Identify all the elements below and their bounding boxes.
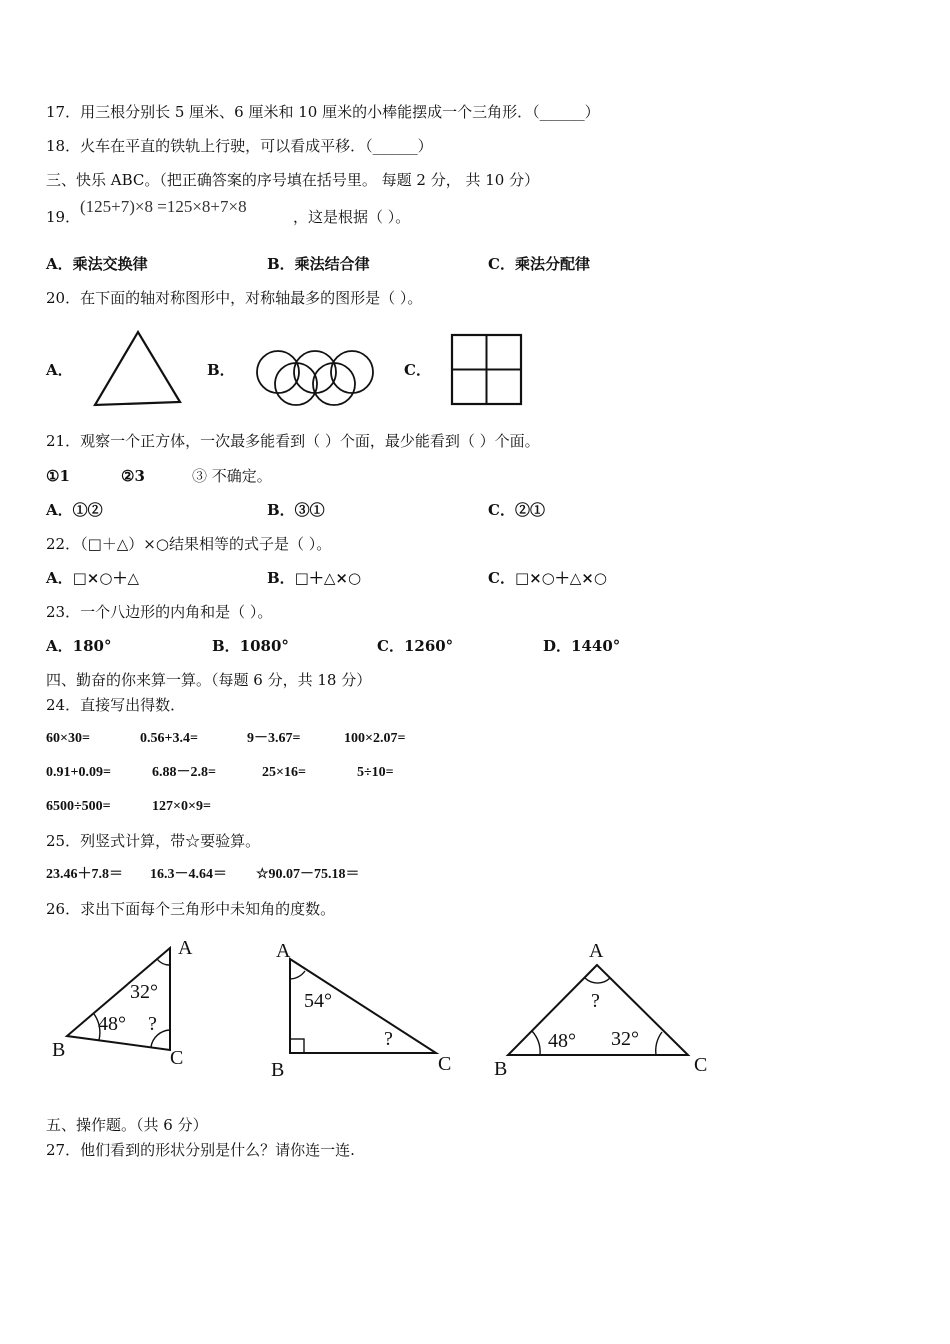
question-19-number: 19． [46, 208, 81, 226]
triangle-2-vertex-b: B [271, 1059, 285, 1081]
square-grid-figure [450, 333, 524, 407]
calc-item: 60×30= [46, 731, 90, 746]
triangle-3-vertex-c: C [694, 1054, 708, 1076]
triangle-1-vertex-c: C [170, 1047, 184, 1069]
question-24: 24．直接写出得数． [46, 696, 186, 714]
triangle-1-unknown: ? [148, 1013, 157, 1035]
question-20: 20．在下面的轴对称图形中，对称轴最多的图形是（ ）。 [46, 289, 423, 307]
triangle-3-vertex-a: A [589, 940, 604, 962]
question-21-option-a: A．①② [46, 501, 103, 519]
question-20-option-c: C． [404, 361, 431, 379]
question-22: 22．（□＋△）×○结果相等的式子是（ ）。 [46, 535, 332, 553]
five-rings-figure [252, 348, 382, 410]
triangle-1-vertex-a: A [178, 937, 193, 959]
triangle-1-vertex-b: B [52, 1039, 66, 1061]
question-26: 26．求出下面每个三角形中未知角的度数。 [46, 900, 336, 918]
triangle-1-angle-b: 48° [98, 1013, 126, 1035]
question-18: 18．火车在平直的铁轨上行驶，可以看成平移．（______） [46, 137, 433, 155]
triangle-2-figure [268, 935, 468, 1085]
question-25: 25．列竖式计算，带☆要验算。 [46, 832, 261, 850]
section-5-heading: 五、操作题。（共 6 分） [46, 1116, 208, 1134]
question-21-choice-3: ③ 不确定。 [192, 467, 272, 485]
calc-item: 9－3.67= [247, 731, 301, 746]
triangle-3-vertex-b: B [494, 1058, 508, 1080]
question-21-option-c: C．②① [488, 501, 545, 519]
triangle-figure [90, 328, 190, 410]
calc-item: 127×0×9= [152, 799, 211, 814]
question-19-option-c: C．乘法分配律 [488, 255, 590, 273]
question-21-choice-2: ②3 [121, 467, 145, 485]
question-27: 27．他们看到的形状分别是什么？请你连一连. [46, 1141, 355, 1159]
triangle-3-angle-c: 32° [611, 1028, 639, 1050]
question-21-option-b: B．③① [267, 501, 325, 519]
question-22-option-a: A．□×○＋△ [46, 569, 140, 587]
question-19-formula: (125+7)×8 =125×8+7×8 [80, 197, 247, 216]
question-22-option-b: B．□＋△×○ [267, 569, 362, 587]
calc-item: 0.91+0.09= [46, 765, 111, 780]
question-17: 17．用三根分别长 5 厘米、6 厘米和 10 厘米的小棒能摆成一个三角形．（______） [46, 103, 600, 121]
triangle-3-unknown: ? [591, 990, 600, 1012]
triangle-2-vertex-a: A [276, 940, 291, 962]
question-21-choice-1: ①1 [46, 467, 70, 485]
question-23-option-a: A．180° [46, 637, 112, 655]
section-4-heading: 四、勤奋的你来算一算。（每题 6 分，共 18 分） [46, 671, 372, 689]
calc-item: 25×16= [262, 765, 306, 780]
calc-item: 6.88－2.8= [152, 765, 216, 780]
calc-item: 5÷10= [357, 765, 394, 780]
question-20-option-a: A． [46, 361, 73, 379]
vertical-calc-item: ☆90.07－75.18＝ [256, 867, 360, 882]
calc-item: 0.56+3.4= [140, 731, 198, 746]
vertical-calc-item: 23.46＋7.8＝ [46, 867, 123, 882]
triangle-1-figure [50, 932, 210, 1072]
triangle-2-angle-a: 54° [304, 990, 332, 1012]
vertical-calc-item: 16.3－4.64＝ [150, 867, 227, 882]
triangle-2-unknown: ? [384, 1028, 393, 1050]
triangle-1-angle-a: 32° [130, 981, 158, 1003]
question-21: 21．观察一个正方体，一次最多能看到（ ）个面，最少能看到（ ）个面。 [46, 432, 540, 450]
triangle-3-angle-b: 48° [548, 1030, 576, 1052]
calc-item: 100×2.07= [344, 731, 406, 746]
section-3-heading: 三、快乐 ABC。（把正确答案的序号填在括号里。 每题 2 分， 共 10 分） [46, 171, 540, 189]
question-23-option-b: B．1080° [212, 637, 289, 655]
question-23: 23．一个八边形的内角和是（ ）。 [46, 603, 273, 621]
question-23-option-c: C．1260° [377, 637, 454, 655]
question-19-suffix: ，这是根据（ ）。 [293, 208, 411, 226]
question-22-option-c: C．□×○＋△×○ [488, 569, 607, 587]
question-20-option-b: B． [207, 361, 235, 379]
question-23-option-d: D．1440° [543, 637, 621, 655]
question-19-option-b: B．乘法结合律 [267, 255, 370, 273]
question-19-option-a: A．乘法交换律 [46, 255, 148, 273]
triangle-2-vertex-c: C [438, 1053, 452, 1075]
triangle-3-figure [490, 935, 720, 1085]
calc-item: 6500÷500= [46, 799, 111, 814]
